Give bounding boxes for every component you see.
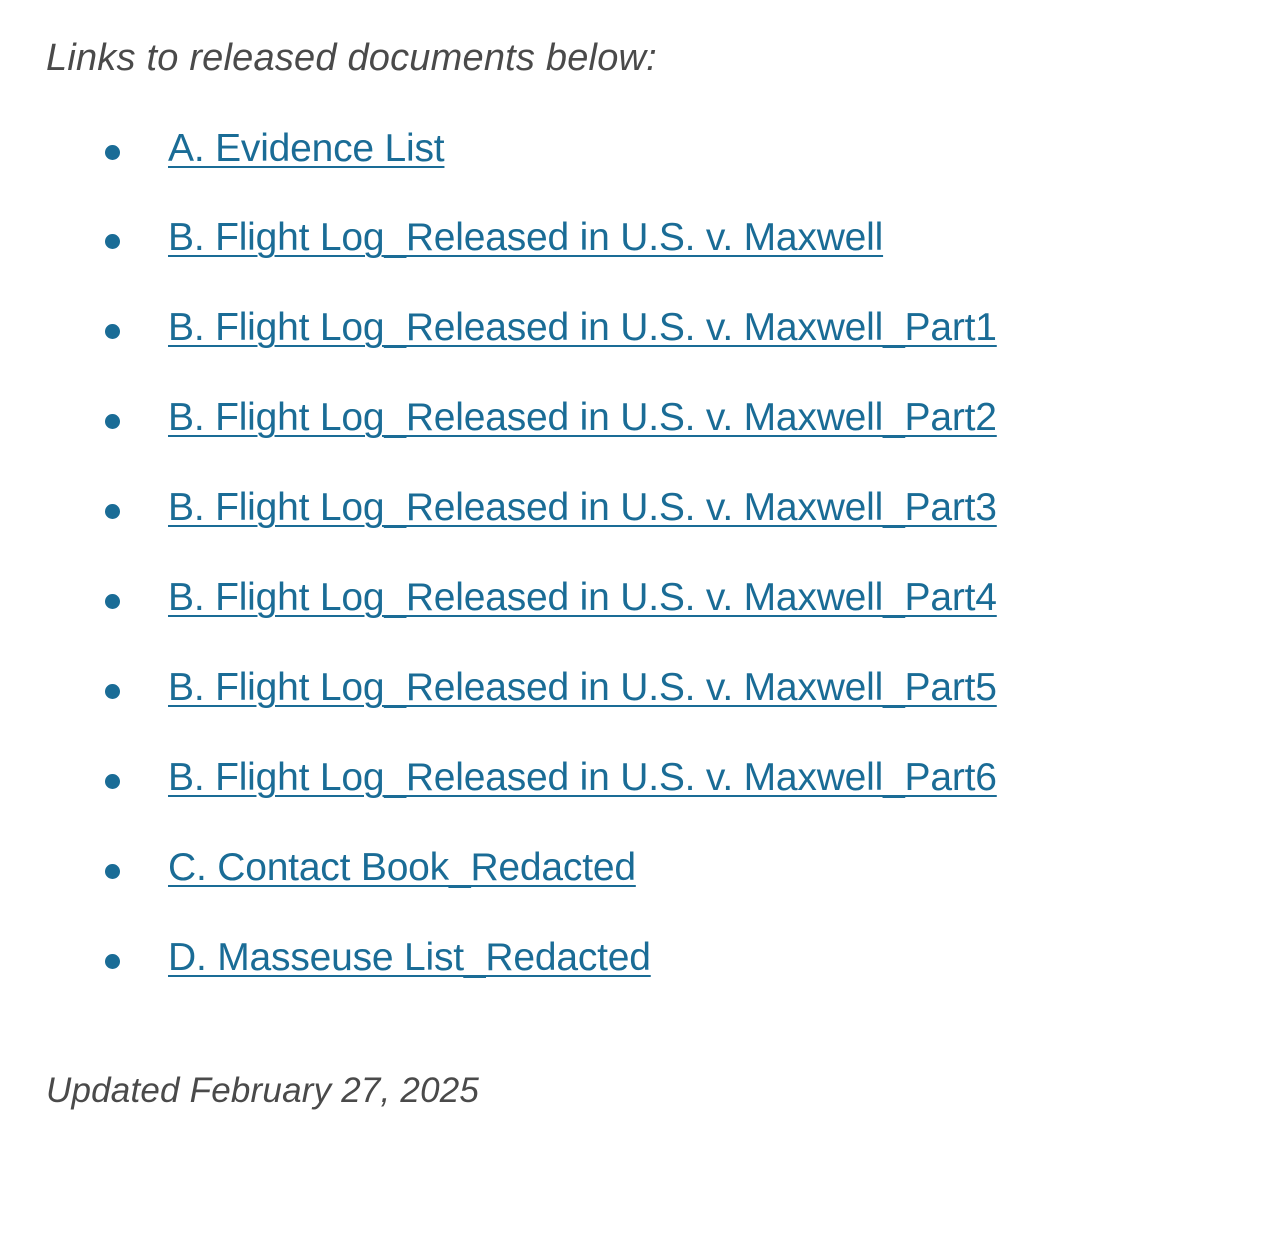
document-link-flight-log-part6[interactable]: B. Flight Log_Released in U.S. v. Maxwell_Part6 [168,755,997,799]
bullet-icon [105,504,120,519]
list-item [0,397,1279,440]
bullet-icon [105,324,120,339]
document-link-flight-log[interactable]: B. Flight Log_Released in U.S. v. Maxwell [168,216,884,260]
list-item [0,128,1279,171]
list-item [0,937,1279,980]
document-link-masseuse-list[interactable]: D. Masseuse List_Redacted [168,935,651,979]
list-item [0,487,1279,530]
document-link-contact-book[interactable]: C. Contact Book_Redacted [168,845,636,889]
bullet-icon [105,414,120,429]
list-item [0,847,1279,890]
bullet-icon [105,594,120,609]
document-link-flight-log-part1[interactable]: B. Flight Log_Released in U.S. v. Maxwell_Part1 [168,306,997,350]
list-item [0,307,1279,350]
document-link-flight-log-part3[interactable]: B. Flight Log_Released in U.S. v. Maxwell_Part3 [168,486,997,530]
document-link-flight-log-part4[interactable]: B. Flight Log_Released in U.S. v. Maxwell_Part4 [168,576,997,620]
document-link-flight-log-part2[interactable]: B. Flight Log_Released in U.S. v. Maxwell_Part2 [168,396,997,440]
bullet-icon [105,774,120,789]
list-item [0,577,1279,620]
document-link-flight-log-part5[interactable]: B. Flight Log_Released in U.S. v. Maxwell_Part5 [168,665,997,709]
bullet-icon [105,684,120,699]
document-links-list [0,82,1279,980]
list-item [0,217,1279,260]
list-item [0,667,1279,710]
bullet-icon [105,864,120,879]
bullet-icon [105,954,120,969]
document-link-evidence-list[interactable]: A. Evidence List [168,126,445,170]
bullet-icon [105,234,120,249]
updated-date: Updated February 27, 2025 [46,1070,480,1110]
bullet-icon [105,145,120,160]
intro-text: Links to released documents below: [46,37,657,79]
list-item [0,757,1279,800]
